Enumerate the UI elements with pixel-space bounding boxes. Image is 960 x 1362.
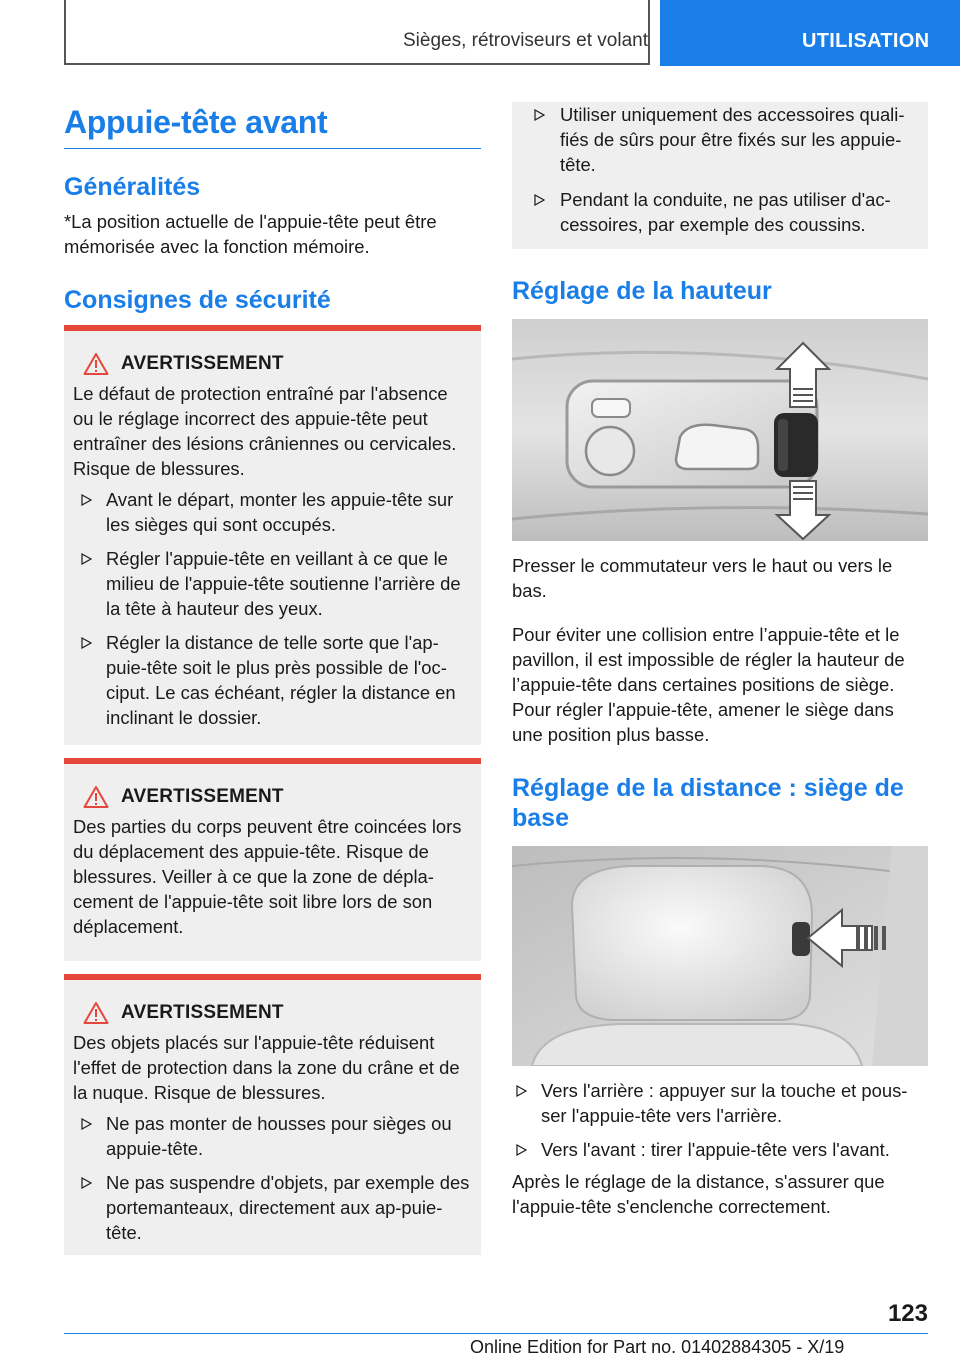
list-item-text: Régler la distance de telle sorte que l'ap-puie-tête soit le plus près possible de l'oc-ciput. Le cas échéant, régler la distance en inclinant le dossier. [106,632,456,728]
warning-label: AVERTISSEMENT [121,786,284,807]
header-section-title: Sièges, rétroviseurs et volant [402,30,648,51]
list-item [518,102,918,177]
warning-list [73,487,471,730]
warning-list [73,1111,471,1245]
header-chapter-tab[interactable] [660,0,960,66]
list-item [73,546,471,621]
distance-heading: Réglage de la distance : siège de base [512,774,904,832]
footer-edition: Online Edition for Part no. 01402884305 - X/19 [470,1337,845,1357]
height-switch-illustration [512,319,928,541]
distance-list [512,1078,928,1162]
triangle-bullet-icon [81,553,92,565]
warning-text: Des parties du corps peuvent être coincées lors du déplacement des appuie-tête. Risque de blessures. Veiller à ce que la zone de dépla-cement de l'appuie-tête soit libre lors de son déplacement. [73,816,462,937]
list-item-text: Utiliser uniquement des accessoires quali-fiés de sûrs pour être fixés sur les appuie-tête. [560,104,905,175]
list-item [73,487,471,537]
triangle-bullet-icon [81,637,92,649]
height-text-2: Pour éviter une collision entre l’appuie-tête et le pavillon, il est impossible de régler la hauteur de l’appuie-tête dans certaines positions de siège. Pour régler l'appuie-tête, amener le siège dans une position plus basse. [512,624,905,745]
page-title: Appuie-tête avant [64,104,328,140]
warning-triangle-icon [83,1001,109,1025]
page-header [0,0,960,66]
list-item-text: Pendant la conduite, ne pas utiliser d'ac-cessoires, par exemple des coussins. [560,189,891,235]
distance-text: Après le réglage de la distance, s'assurer que l'appuie-tête s'enclenche correctement. [512,1171,885,1217]
warning-box-3 [64,974,481,1255]
list-item-text: Ne pas monter de housses pour sièges ou appuie-tête. [106,1113,452,1159]
height-heading: Réglage de la hauteur [512,277,772,305]
seat-switch-image [512,319,928,541]
warning-continued-box [512,102,928,249]
generalites-heading: Généralités [64,173,201,201]
title-divider [64,148,481,149]
headrest-image [512,846,928,1066]
list-item-text: Vers l'arrière : appuyer sur la touche et pous-ser l'appuie-tête vers l'arrière. [541,1080,908,1126]
list-item [518,187,918,237]
triangle-bullet-icon [516,1085,527,1097]
warning-label: AVERTISSEMENT [121,1002,284,1023]
warning-list [518,102,918,237]
list-item-text: Avant le départ, monter les appuie-tête sur les sièges qui sont occupés. [106,489,454,535]
list-item [73,630,471,730]
triangle-bullet-icon [534,109,545,121]
triangle-bullet-icon [516,1144,527,1156]
triangle-bullet-icon [534,194,545,206]
list-item [73,1111,471,1161]
list-item [512,1137,928,1162]
warning-header [73,998,471,1028]
list-item [73,1170,471,1245]
footer-divider [64,1333,928,1334]
generalites-text: *La position actuelle de l'appuie-tête peut être mémorisée avec la fonction mémoire. [64,211,437,257]
warning-label: AVERTISSEMENT [121,353,284,374]
warning-text: Des objets placés sur l'appuie-tête réduisent l'effet de protection dans la zone du crâne et de la nuque. Risque de blessures. [73,1032,460,1103]
warning-text: Le défaut de protection entraîné par l'absence ou le réglage incorrect des appuie-tête peut entraîner des lésions crâniennes ou cervicales. Risque de blessures. [73,383,457,479]
triangle-bullet-icon [81,1177,92,1189]
page-number: 123 [887,1300,928,1327]
warning-triangle-icon [83,352,109,376]
headrest-distance-illustration [512,846,928,1066]
height-text-1: Presser le commutateur vers le haut ou vers le bas. [512,555,893,601]
triangle-bullet-icon [81,1118,92,1130]
warning-triangle-icon [83,785,109,809]
warning-box-1 [64,325,481,745]
warning-header [73,349,471,379]
list-item [512,1078,928,1128]
list-item-text: Régler l'appuie-tête en veillant à ce que le milieu de l'appuie-tête soutienne l'arrière de la tête à hauteur des yeux. [106,548,461,619]
triangle-bullet-icon [81,494,92,506]
safety-heading: Consignes de sécurité [64,286,331,314]
warning-header [73,782,471,812]
list-item-text: Ne pas suspendre d'objets, par exemple des portemanteaux, directement aux ap-puie-tête. [106,1172,470,1243]
header-chapter-label: UTILISATION [802,30,930,52]
list-item-text: Vers l'avant : tirer l'appuie-tête vers l'avant. [541,1139,890,1160]
warning-box-2 [64,758,481,961]
